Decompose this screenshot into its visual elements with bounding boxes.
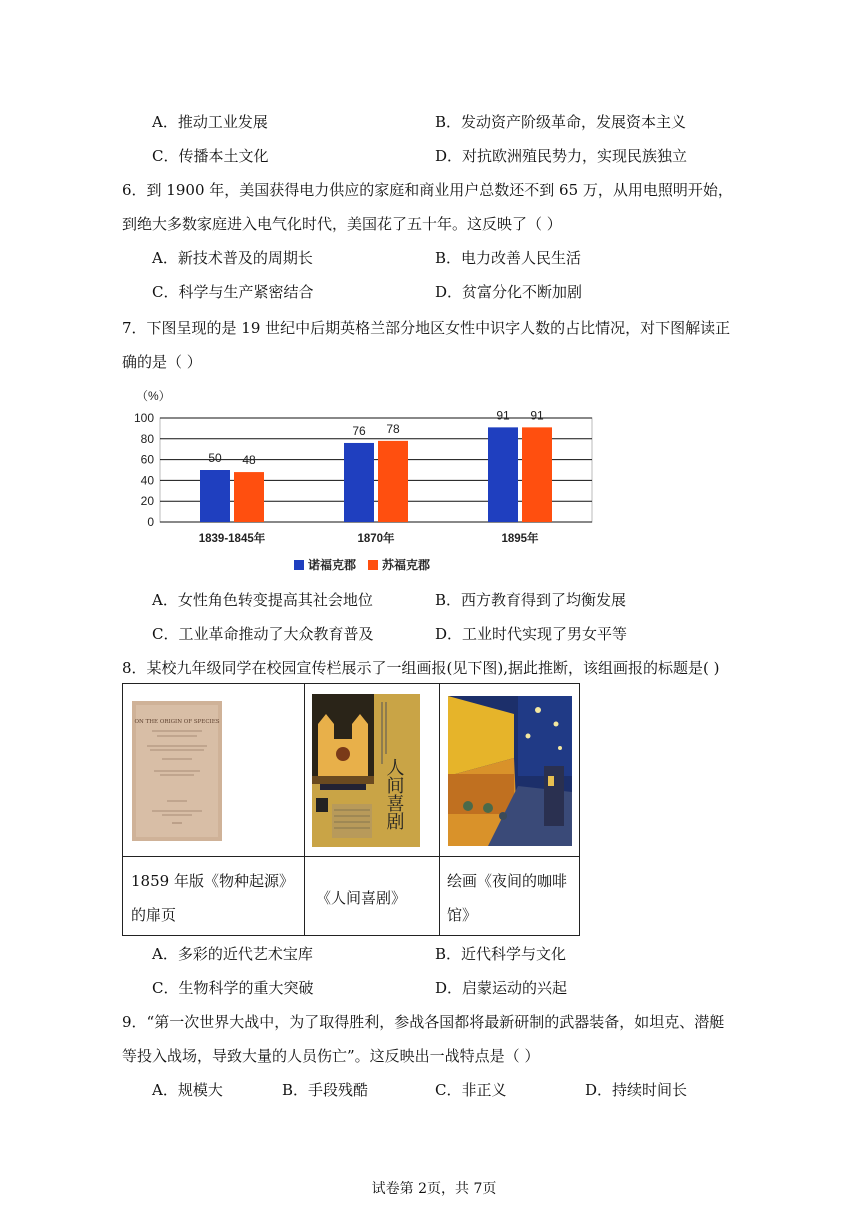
chart-unit-label: （%）: [136, 389, 171, 403]
chart-data-label: 91: [530, 408, 544, 423]
q8-stem-line1: 8．某校九年级同学在校园宣传栏展示了一组画报(见下图),据此推断，该组画报的标题是( ): [122, 659, 720, 677]
cafe-terrace-at-night-painting-image: [448, 696, 572, 846]
chart-data-label: 50: [208, 451, 222, 465]
q9-option-b: B．手段残酷: [282, 1081, 369, 1099]
chart-bar: [522, 427, 552, 522]
chart-y-tick-label: 100: [133, 411, 154, 425]
q7-stem-line1: 7．下图呈现的是 19 世纪中后期英格兰部分地区女性中识字人数的占比情况，对下图解读正: [122, 319, 731, 337]
chart-bar: [378, 441, 408, 522]
chart-data-label: 76: [352, 423, 366, 438]
chart-data-label: 48: [242, 453, 256, 468]
chart-bars: [200, 408, 552, 522]
caption-comedie-humaine: 《人间喜剧》: [316, 889, 407, 907]
chart-y-ticks: [134, 411, 154, 529]
chart-x-ticks: [199, 531, 539, 545]
comedie-humaine-book-cover-image: [312, 694, 420, 847]
q7-option-b: B．西方教育得到了均衡发展: [435, 591, 627, 609]
q7-stem-line2: 确的是（ ）: [122, 353, 202, 371]
q7-option-c: C．工业革命推动了大众教育普及: [152, 625, 374, 643]
q5-option-d: D．对抗欧洲殖民势力，实现民族独立: [435, 147, 688, 165]
q9-option-a: A．规模大: [152, 1081, 223, 1099]
chart-y-tick-label: 40: [140, 473, 154, 488]
q9-stem-line1: 9．“第一次世界大战中，为了取得胜利，参战各国都将最新研制的武器装备，如坦克、潜艇: [122, 1013, 725, 1031]
chart-data-label: 91: [496, 408, 510, 423]
caption-origin-of-species: 1859 年版《物种起源》 的扉页: [131, 872, 294, 924]
chart-y-tick-label: 60: [140, 452, 154, 467]
q9-stem-line2: 等投入战场，导致大量的人员伤亡”。这反映出一战特点是（ ）: [122, 1047, 540, 1065]
caption-cafe-terrace: 绘画《夜间的咖啡 馆》: [447, 872, 568, 924]
chart-legend: [294, 557, 430, 572]
chart-bar: [200, 470, 230, 522]
q8-option-b: B．近代科学与文化: [435, 945, 567, 963]
q8-option-c: C．生物科学的重大突破: [152, 979, 314, 997]
q7-option-d: D．工业时代实现了男女平等: [435, 625, 628, 643]
page-footer: 试卷第 2页，共 7页: [371, 1181, 497, 1197]
q8-option-d: D．启蒙运动的兴起: [435, 979, 568, 997]
chart-bar: [234, 472, 264, 522]
chart-data-label: 78: [386, 421, 400, 436]
svg-text:ON THE ORIGIN OF SPECIES: ON THE ORIGIN OF SPECIES: [134, 719, 220, 725]
q6-option-c: C．科学与生产紧密结合: [152, 283, 314, 301]
q5-option-b: B．发动资产阶级革命，发展资本主义: [435, 113, 687, 131]
chart-legend-swatch: [368, 560, 378, 570]
chart-y-tick-label: 20: [140, 494, 154, 509]
chart-bar: [344, 443, 374, 522]
q9-option-d: D．持续时间长: [585, 1081, 688, 1099]
q8-option-a: A．多彩的近代艺术宝库: [152, 945, 313, 963]
q6-option-d: D．贫富分化不断加剧: [435, 283, 583, 301]
q7-option-a: A．女性角色转变提高其社会地位: [152, 591, 373, 609]
svg-text:人间喜剧: 人间喜剧: [383, 758, 405, 830]
q5-option-a: A．推动工业发展: [152, 113, 268, 131]
chart-x-tick-label: 1839-1845年: [198, 533, 266, 545]
chart-legend-label: 诺福克郡: [308, 558, 357, 572]
chart-legend-label: 苏福克郡: [382, 558, 431, 572]
chart-x-tick-label: 1895年: [501, 533, 539, 545]
literacy-bar-chart: [122, 380, 602, 580]
chart-legend-swatch: [294, 560, 304, 570]
q6-stem-line2: 到绝大多数家庭进入电气化时代，美国花了五十年。这反映了（ ）: [122, 215, 562, 233]
picture-table: [122, 683, 580, 936]
chart-y-tick-label: 0: [147, 515, 154, 529]
q5-option-c: C．传播本土文化: [152, 147, 269, 165]
origin-of-species-title-page-image: [132, 701, 222, 841]
chart-bar: [488, 427, 518, 522]
chart-x-tick-label: 1870年: [357, 533, 395, 545]
q6-option-b: B．电力改善人民生活: [435, 249, 582, 267]
q9-option-c: C．非正义: [435, 1081, 507, 1099]
chart-y-tick-label: 80: [140, 431, 154, 446]
q6-stem-line1: 6．到 1900 年，美国获得电力供应的家庭和商业用户总数还不到 65 万，从用电照明开始，: [122, 181, 733, 199]
q6-option-a: A．新技术普及的周期长: [152, 249, 313, 267]
